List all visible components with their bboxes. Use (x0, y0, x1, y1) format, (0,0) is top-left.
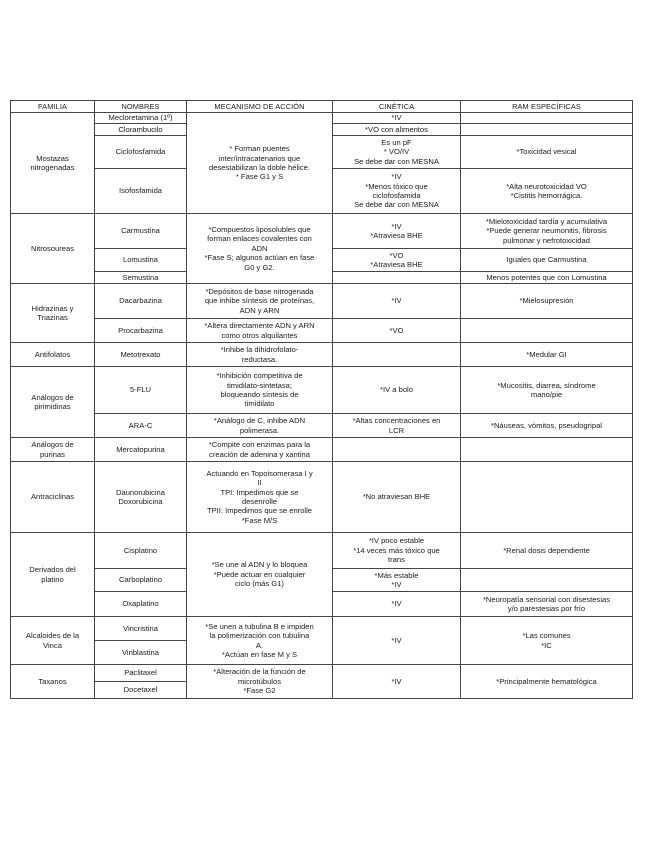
cinetica-text: ciclofosfamida (372, 191, 421, 200)
ram-text: *Medular GI (526, 349, 567, 359)
familia-text: pirimidinas (34, 402, 71, 411)
mecanismo-text: polimerasa. (239, 425, 280, 435)
table-row (11, 113, 633, 124)
mecanismo-text: * Forman puentes (229, 144, 290, 154)
mecanismo-text: *Actúan en fase M y S (221, 649, 298, 659)
mecanismo-cell (187, 113, 333, 214)
ram-cell (461, 319, 633, 343)
cinetica-text: *IV a bolo (380, 385, 413, 395)
ram-cell (461, 169, 633, 214)
cinetica-text: *VO (389, 325, 404, 335)
drug-name: Carmustina (95, 214, 187, 249)
cinetica-cell (333, 272, 461, 284)
familia-text: Alcaloides de la (25, 631, 80, 641)
ram-cell (461, 533, 633, 569)
header-row (11, 101, 633, 113)
ram-cell (461, 665, 633, 699)
mecanismo-text: *Alteración de la función de (213, 667, 306, 677)
header-cinetica: CINÉTICA (333, 101, 461, 113)
drug-name: Docetaxel (95, 682, 187, 699)
ram-cell (461, 343, 633, 367)
table-row (11, 367, 633, 414)
cinetica-cell (333, 665, 461, 699)
table-row (11, 414, 633, 438)
drug-name: Vinblastina (95, 641, 187, 665)
familia-text: Análogos de (31, 392, 74, 402)
header-mecanismo: MECANISMO DE ACCIÓN (187, 101, 333, 113)
mecanismo-text: como otros alquilantes (221, 330, 298, 340)
familia-text: Mostazas (36, 153, 69, 163)
drug-name: 5-FLU (95, 367, 187, 414)
mecanismo-cell (187, 343, 333, 367)
cinetica-text: Es un pF (381, 137, 412, 147)
drug-name: Cisplatino (95, 533, 187, 569)
ram-text: pulmonar y nefrotoxicidad (503, 235, 590, 245)
cinetica-cell (333, 367, 461, 414)
mecanismo-text: creación de adenina y xantina (209, 449, 310, 459)
drug-name: Mercatopurina (95, 438, 187, 462)
familia-text: Antifolatos (34, 349, 71, 359)
familia-cell (11, 113, 95, 214)
familia-cell (11, 438, 95, 462)
drug-name-text: Doxorubicina (118, 497, 163, 506)
table-row (11, 533, 633, 569)
familia-text: Análogos de (31, 440, 74, 450)
cinetica-text: *IV (391, 172, 402, 182)
cinetica-cell (333, 169, 461, 214)
table-row (11, 617, 633, 641)
mecanismo-cell (187, 438, 333, 462)
drug-table (10, 100, 633, 699)
mecanismo-text: *Compuestos liposolubles que (208, 224, 311, 234)
ram-text: Menos potentes que con Lomustina (486, 272, 607, 282)
table-row (11, 319, 633, 343)
mecanismo-text: *Compite con enzimas para la (208, 440, 311, 450)
mecanismo-cell (187, 617, 333, 665)
drug-name: Mecloretamina (1º) (95, 113, 187, 124)
mecanismo-text: G0 y G2. (244, 262, 275, 272)
mecanismo-text: *Se une al ADN y lo bloquea (211, 560, 308, 570)
cinetica-text: * VO/IV (383, 147, 410, 157)
header-nombres: NOMBRES (95, 101, 187, 113)
mecanismo-text: desestabilizan la doble hélice. (209, 163, 310, 172)
mecanismo-text: *Inhibición competitiva de (216, 371, 303, 381)
familia-cell (11, 533, 95, 617)
familia-cell (11, 343, 95, 367)
cinetica-cell (333, 343, 461, 367)
familia-text: Triazinas (37, 313, 68, 322)
drug-name-text: Daunorubicina (116, 487, 165, 497)
ram-text: *Náuseas, vómitos, pseudogripal (490, 420, 602, 430)
mecanismo-cell (187, 414, 333, 438)
ram-text: Iguales que Carmustina (506, 255, 587, 265)
cinetica-text: *Más estable (374, 570, 419, 580)
mecanismo-text: inter/intracatenarios que (218, 153, 301, 163)
ram-text: *Principalmente hematológica (496, 676, 597, 686)
drug-name: Lomustina (95, 249, 187, 272)
cinetica-cell (333, 284, 461, 319)
header-familia: FAMILIA (11, 101, 95, 113)
mecanismo-text: TPI: Impedimos que se (220, 487, 299, 497)
drug-name: Dacarbazina (95, 284, 187, 319)
drug-name: Isofosfamida (95, 169, 187, 214)
ram-cell (461, 617, 633, 665)
familia-text: platino (41, 574, 64, 584)
familia-cell (11, 665, 95, 699)
cinetica-text: *Menos tóxico que (365, 181, 428, 191)
familia-text: Taxanos (38, 676, 67, 686)
cinetica-cell (333, 113, 461, 124)
cinetica-cell (333, 136, 461, 169)
mecanismo-text: *Fase G2 (243, 686, 276, 696)
drug-name: Carboplatino (95, 569, 187, 592)
cinetica-text: Se debe dar con MESNA (354, 156, 439, 166)
mecanismo-cell (187, 462, 333, 533)
cinetica-text: *VO (389, 250, 404, 260)
ram-cell (461, 592, 633, 617)
table-row (11, 665, 633, 682)
drug-name: Metotrexato (95, 343, 187, 367)
familia-cell (11, 284, 95, 343)
table-row (11, 438, 633, 462)
ram-text: *IC (541, 640, 552, 650)
ram-text: *Alta neurotoxicidad VO (506, 181, 587, 191)
mecanismo-text: *Altera directamente ADN y ARN (204, 321, 315, 331)
ram-text: *Mielotoxicidad tardía y acumulativa (485, 216, 608, 226)
ram-cell (461, 272, 633, 284)
mecanismo-text: desenrolle (241, 497, 278, 506)
ram-cell (461, 113, 633, 124)
mecanismo-text: ADN y ARN (239, 305, 280, 315)
drug-name: Vincristina (95, 617, 187, 641)
mecanismo-text: microtúbulos (237, 676, 282, 686)
mecanismo-cell (187, 533, 333, 617)
cinetica-text: *Atraviesa BHE (370, 260, 423, 269)
mecanismo-text: forman enlaces covalentes con (207, 234, 312, 244)
cinetica-text: *Altas concentraciones en (352, 416, 441, 426)
familia-text: Derivados del (29, 565, 76, 575)
mecanismo-text: ciclo (más G1) (235, 579, 284, 589)
cinetica-text: *VO con alimentos (365, 124, 428, 134)
cinetica-cell (333, 414, 461, 438)
ram-text: mano/pie (530, 390, 563, 399)
cinetica-cell (333, 592, 461, 617)
table-row (11, 343, 633, 367)
cinetica-text: trans (388, 555, 405, 565)
mecanismo-text: bloqueando síntesis de (220, 390, 299, 399)
drug-name: ARA-C (95, 414, 187, 438)
mecanismo-cell (187, 284, 333, 319)
mecanismo-text: *Puede actuar en cualquier (213, 569, 306, 579)
drug-name: Oxaplatino (95, 592, 187, 617)
drug-name: Paclitaxel (95, 665, 187, 682)
mecanismo-text: *Depósitos de base nitrogenada (205, 286, 314, 296)
cinetica-text: LCR (388, 425, 405, 435)
mecanismo-text: A. (255, 640, 264, 650)
header-ram: RAM ESPECÍFICAS (461, 101, 633, 113)
mecanismo-text: II (257, 478, 262, 488)
cinetica-cell (333, 569, 461, 592)
cinetica-text: *IV (391, 296, 402, 306)
cinetica-text: *IV (391, 113, 402, 123)
cinetica-text: *IV (391, 599, 402, 609)
table-row (11, 214, 633, 249)
ram-cell (461, 367, 633, 414)
mecanismo-text: timidilato (244, 399, 275, 409)
mecanismo-text: timidilato-sintetasa; (227, 380, 292, 390)
familia-text: purinas (40, 449, 65, 459)
drug-name: Ciclofosfamida (95, 136, 187, 169)
ram-cell (461, 136, 633, 169)
ram-cell (461, 569, 633, 592)
mecanismo-cell (187, 214, 333, 284)
familia-text: Hidrazinas y (31, 303, 74, 313)
ram-cell (461, 414, 633, 438)
drug-name (95, 462, 187, 533)
ram-cell (461, 249, 633, 272)
cinetica-cell (333, 438, 461, 462)
table-row (11, 462, 633, 533)
familia-cell (11, 367, 95, 438)
mecanismo-cell (187, 367, 333, 414)
cinetica-cell (333, 617, 461, 665)
ram-cell (461, 214, 633, 249)
cinetica-text: *IV (391, 580, 402, 589)
familia-text: nitrogenadas (30, 163, 75, 172)
cinetica-text: *IV (391, 676, 402, 686)
mecanismo-text: * Fase G1 y S (235, 172, 284, 182)
mecanismo-text: que inhibe síntesis de proteínas, (204, 296, 315, 306)
ram-text: *Puede generar neumonitis, fibrosis (486, 226, 607, 236)
drug-name: Procarbazina (95, 319, 187, 343)
mecanismo-text: *Se unen a tubulina B e impiden (205, 621, 314, 631)
mecanismo-text: reductasa. (241, 354, 278, 364)
cinetica-text: *IV (391, 221, 402, 231)
cinetica-cell (333, 319, 461, 343)
ram-text: *Toxicidad vesical (516, 147, 577, 157)
ram-text: *Neuropatía sensorial con disestesias (482, 594, 611, 604)
cinetica-text: *No atraviesan BHE (362, 492, 431, 502)
mecanismo-text: *Análogo de C, inhibe ADN (213, 416, 306, 426)
mecanismo-text: *Fase M/S (241, 515, 278, 525)
mecanismo-cell (187, 665, 333, 699)
mecanismo-cell (187, 319, 333, 343)
familia-text: Nitrosoureas (30, 243, 75, 253)
drug-name: Clorambucilo (95, 124, 187, 136)
cinetica-text: *14 veces más tóxico que (353, 545, 440, 555)
familia-text: Vinca (43, 640, 62, 650)
cinetica-cell (333, 124, 461, 136)
familia-text: Antraciclinas (30, 492, 75, 502)
familia-cell (11, 214, 95, 284)
cinetica-text: *IV (391, 635, 402, 645)
mecanismo-text: Actuando en Topoisomerasa I y (206, 468, 313, 478)
cinetica-cell (333, 462, 461, 533)
ram-cell (461, 284, 633, 319)
cinetica-text: Se debe dar con MESNA (354, 200, 439, 210)
ram-cell (461, 124, 633, 136)
ram-text: *Mielosupresión (519, 296, 574, 306)
ram-cell (461, 462, 633, 533)
cinetica-cell (333, 249, 461, 272)
cinetica-text: *IV poco estable (368, 536, 425, 546)
ram-text: *Cistitis hemorrágica. (510, 191, 583, 200)
ram-text: *Mucositis, diarrea, síndrome (497, 380, 596, 390)
ram-text: *Las comunes (522, 631, 571, 641)
mecanismo-text: la polimerización con tubulina (209, 631, 310, 641)
familia-cell (11, 617, 95, 665)
mecanismo-text: ADN (251, 243, 268, 253)
cinetica-cell (333, 214, 461, 249)
cinetica-text: *Atraviesa BHE (370, 231, 423, 240)
ram-text: *Renal dosis dependiente (503, 545, 590, 555)
drug-name: Semustina (95, 272, 187, 284)
cinetica-cell (333, 533, 461, 569)
ram-text: y/o parestesias por frío (507, 604, 586, 613)
mecanismo-text: TPII: Impedimos que se enrolle (206, 506, 313, 516)
ram-cell (461, 438, 633, 462)
mecanismo-text: *Fase S; algunos actúan en fase (204, 253, 315, 263)
table-row (11, 284, 633, 319)
mecanismo-text: *Inhibe la dihidrofolato- (220, 345, 299, 355)
familia-cell (11, 462, 95, 533)
